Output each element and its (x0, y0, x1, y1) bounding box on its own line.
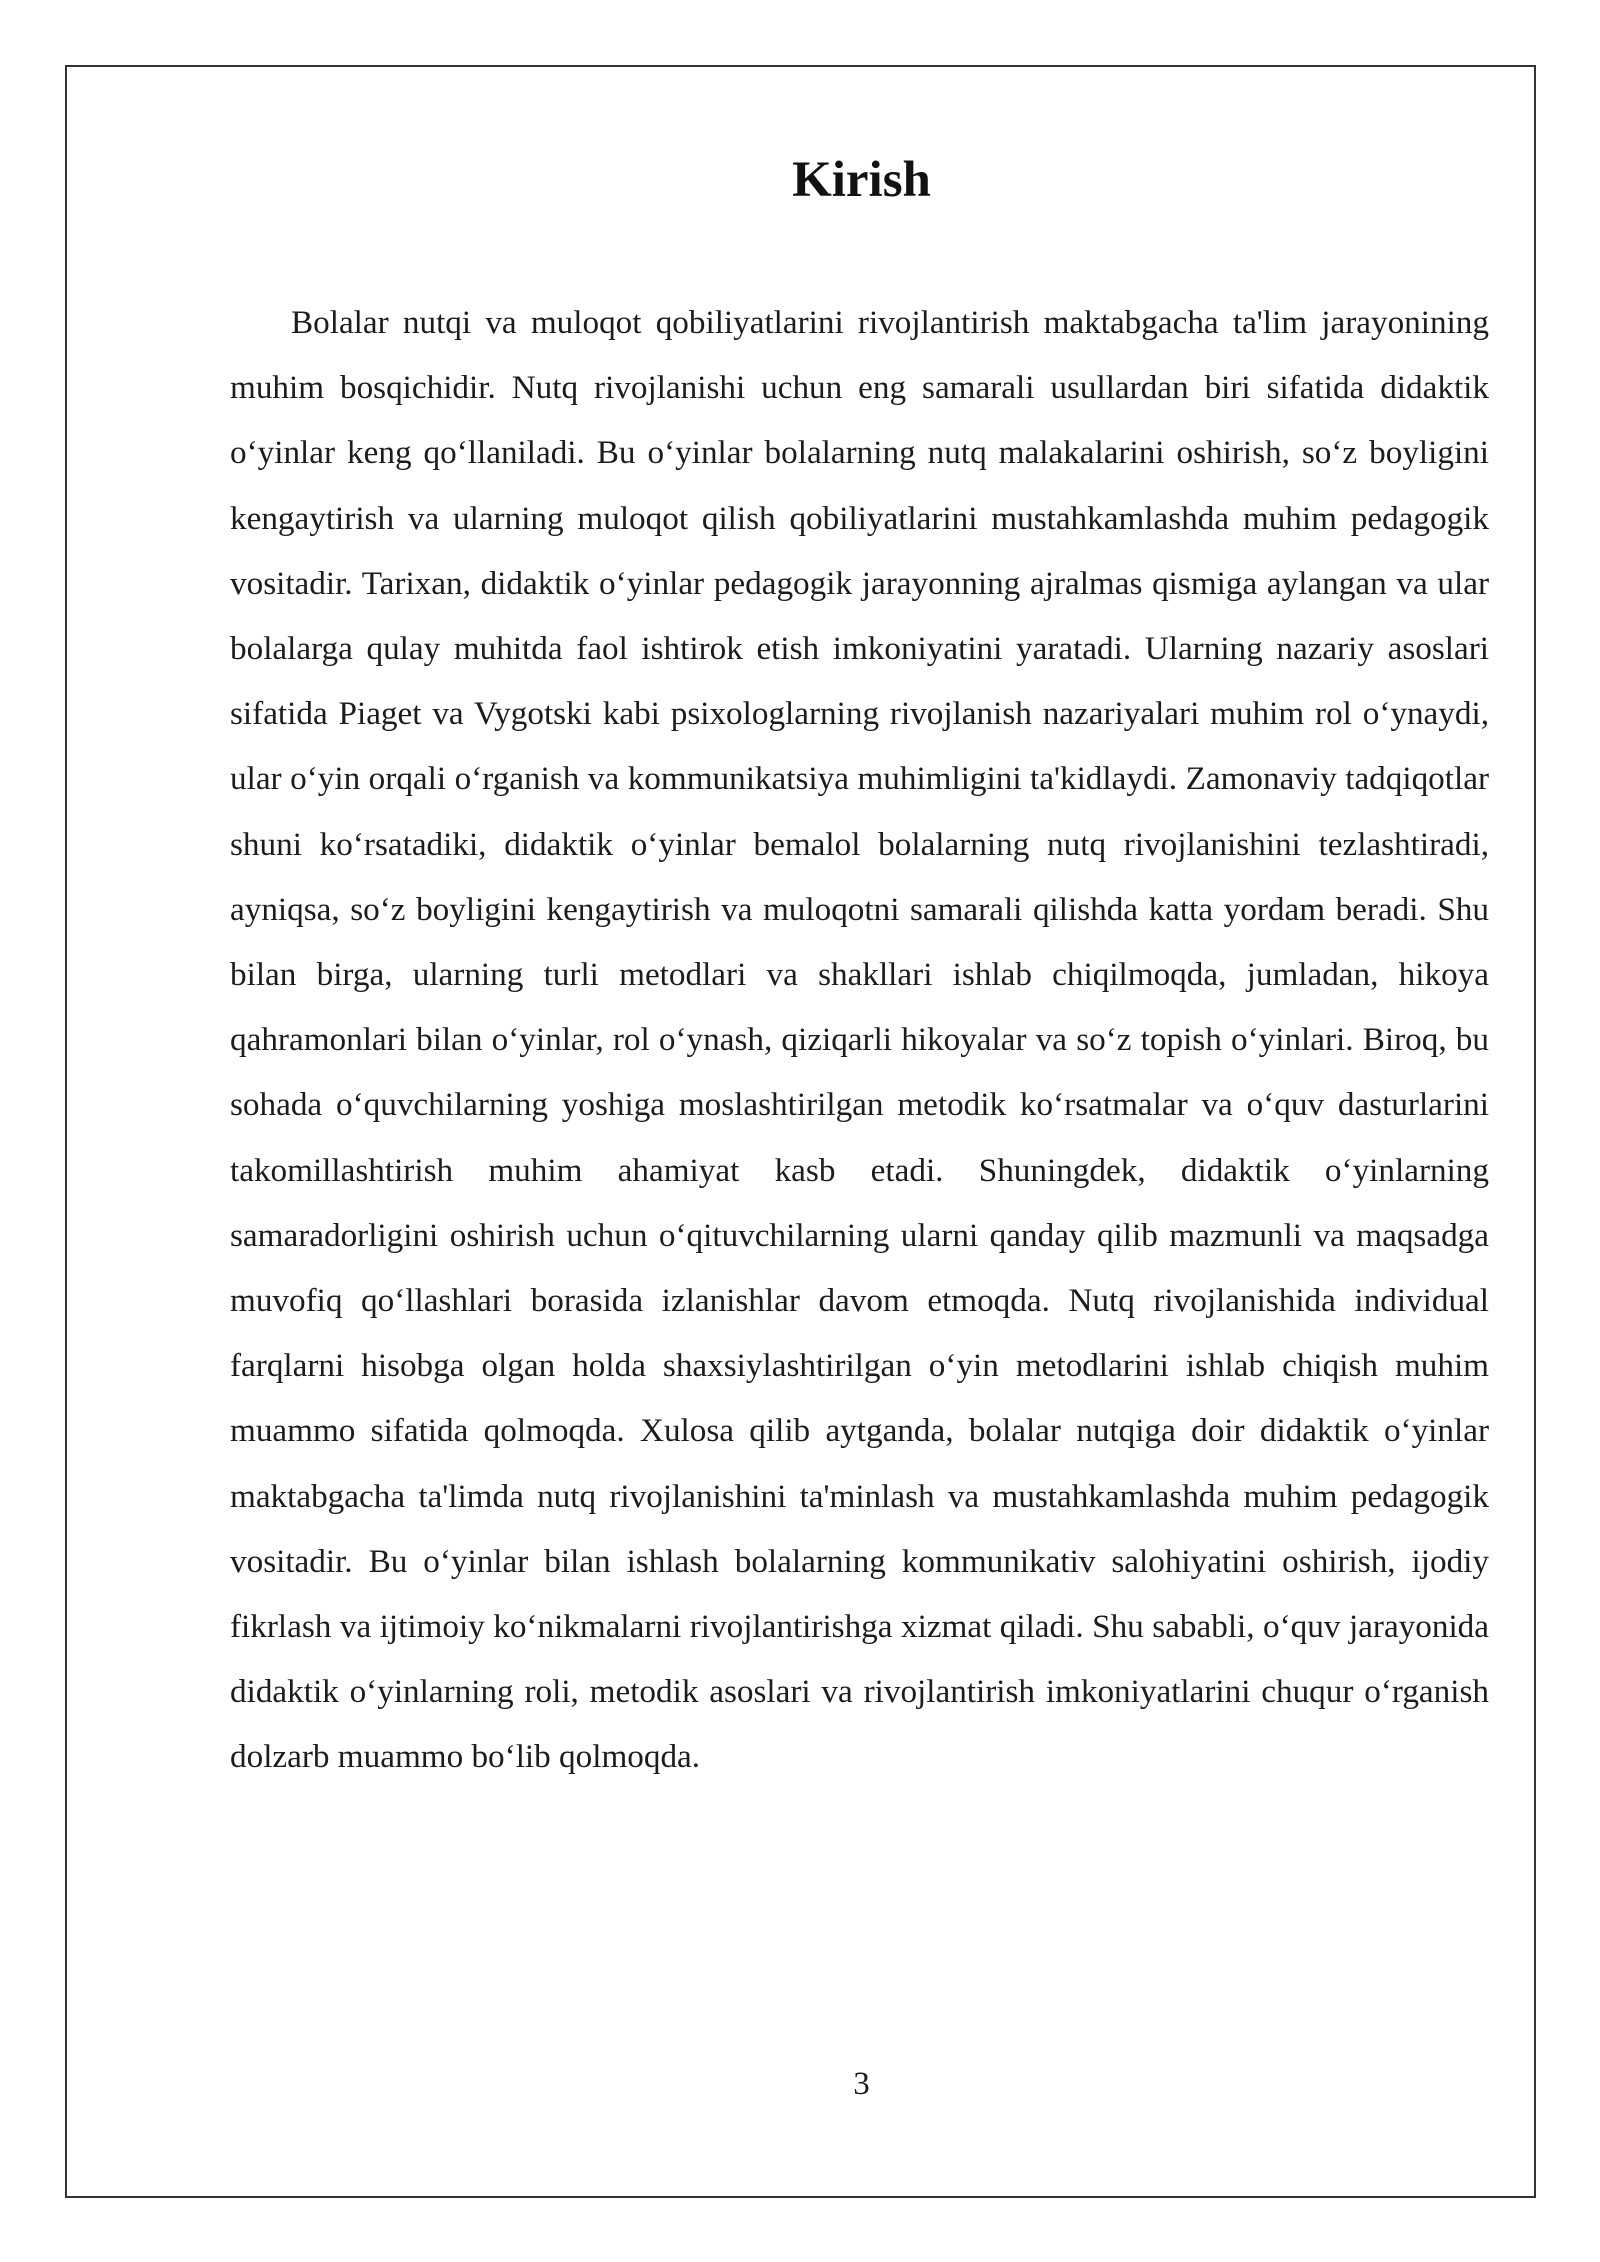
body-paragraph: Bolalar nutqi va muloqot qobiliyatlarini rivojlantirish maktabgacha ta'lim jarayonining muhim bosqichidir. Nutq rivojlanishi uchun eng samarali usullardan biri sifatida didaktik o‘yinlar keng qo‘llaniladi. Bu o‘yinlar bolalarning nutq malakalarini oshirish, so‘z boyligini kengaytirish va ularning muloqot qilish qobiliyatlarini mustahkamlashda muhim pedagogik vositadir. Tarixan, didaktik o‘yinlar pedagogik jarayonning ajralmas qismiga aylangan va ular bolalarga qulay muhitda faol ishtirok etish imkoniyatini yaratadi. Ularning nazariy asoslari sifatida Piaget va Vygotski kabi psixologlarning rivojlanish nazariyalari muhim rol o‘ynaydi, ular o‘yin orqali o‘rganish va kommunikatsiya muhimligini ta'kidlaydi. Zamonaviy tadqiqotlar shuni ko‘rsatadiki, didaktik o‘yinlar bemalol bolalarning nutq rivojlanishini tezlashtiradi, ayniqsa, so‘z boyligini kengaytirish va muloqotni samarali qilishda katta yordam beradi. Shu bilan birga, ularning turli metodlari va shakllari ishlab chiqilmoqda, jumladan, hikoya qahramonlari bilan o‘yinlar, rol o‘ynash, qiziqarli hikoyalar va so‘z topish o‘yinlari. Biroq, bu sohada o‘quvchilarning yoshiga moslashtirilgan metodik ko‘rsatmalar va o‘quv dasturlarini takomillashtirish muhim ahamiyat kasb etadi. Shuningdek, didaktik o‘yinlarning samaradorligini oshirish uchun o‘qituvchilarning ularni qanday qilib mazmunli va maqsadga muvofiq qo‘llashlari borasida izlanishlar davom etmoqda. Nutq rivojlanishida individual farqlarni hisobga olgan holda shaxsiylashtirilgan o‘yin metodlarini ishlab chiqish muhim muammo sifatida qolmoqda. Xulosa qilib aytganda, bolalar nutqiga doir didaktik o‘yinlar maktabgacha ta'limda nutq rivojlanishini ta'minlash va mustahkamlashda muhim pedagogik vositadir. Bu o‘yinlar bilan ishlash bolalarning kommunikativ salohiyatini oshirish, ijodiy fikrlash va ijtimoiy ko‘nikmalarni rivojlantirishga xizmat qiladi. Shu sababli, o‘quv jarayonida didaktik o‘yinlarning roli, metodik asoslari va rivojlantirish imkoniyatlarini chuqur o‘rganish dolzarb muammo bo‘lib qolmoqda. (230, 304, 1489, 1776)
page-number: 3 (853, 2066, 870, 2102)
page-title: Kirish (792, 152, 931, 208)
